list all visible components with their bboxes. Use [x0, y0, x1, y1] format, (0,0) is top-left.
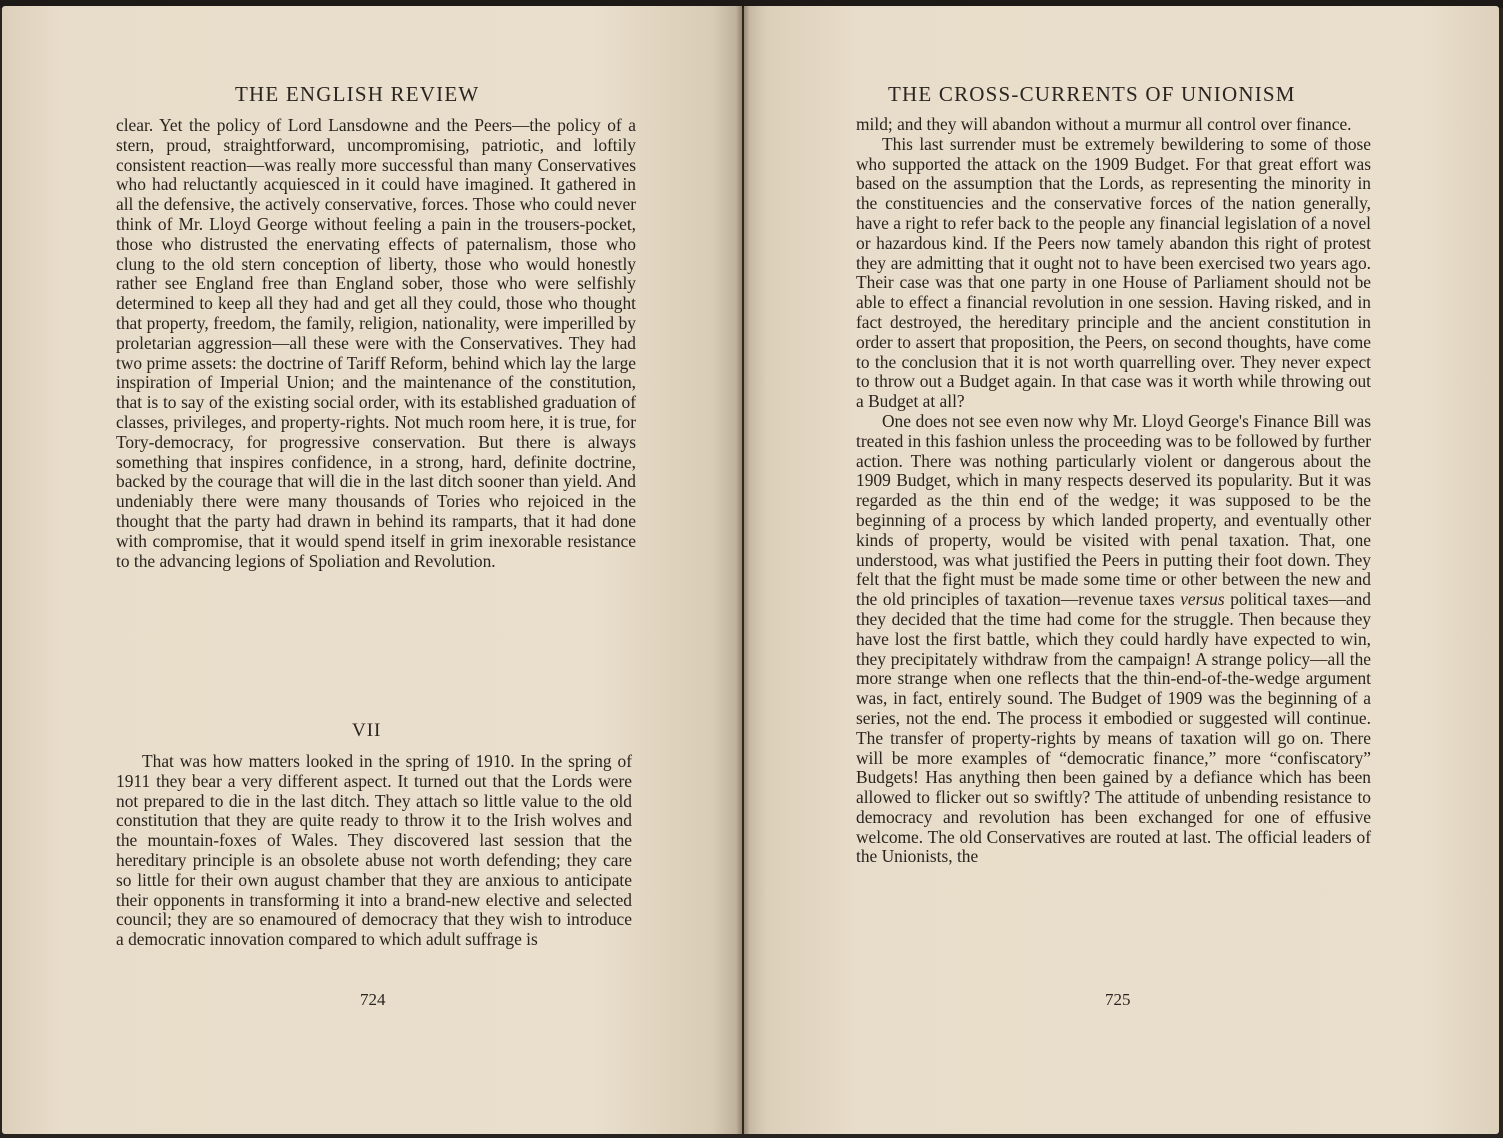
italic-versus: versus — [1180, 589, 1225, 610]
right-paragraph-3-part-b: political taxes—and they decided that the time had come for the struggle. Then because they have lost the first battle, which they could hardly have expected to win, they precipitately withdraw from the campaign! A strange policy—all the more strange when one reflects that the thin-end-of-the-wedge argument was, in fact, entirely sound. The Budget of 1909 was the beginning of a series, not the end. The process it embodied or suggested will continue. The transfer of property-rights by means of taxation will go on. There will be more examples of “democratic finance,” more “confiscatory” Budgets! Has anything then been gained by a defiance which has been allowed to flicker out so swiftly? The attitude of unbending resistance to democracy and revolution has been exchanged for one of effusive welcome. The old Conservatives are routed at last. The official leaders of the Unionists, the — [856, 589, 1372, 867]
left-section-text — [116, 752, 632, 950]
left-paragraph-2: That was how matters looked in the spring of 1910. In the spring of 1911 they bear a very different aspect. It turned out that the Lords were not prepared to die in the last ditch. They attach so little value to the old constitution that they are quite ready to throw it to the Irish wolves and the mountain-foxes of Wales. They discovered last session that the hereditary principle is an obsolete abuse not worth defending; they care so little for their own august chamber that they are anxious to anticipate their opponents in transforming it into a brand-new elective and selected council; they are so enamoured of democracy that they wish to introduce a democratic innovation compared to which adult suffrage is — [116, 751, 632, 950]
left-page — [2, 6, 742, 1134]
section-number: VII — [352, 720, 382, 741]
right-page — [744, 6, 1499, 1134]
right-running-head: THE CROSS-CURRENTS OF UNIONISM — [888, 82, 1296, 106]
left-running-head: THE ENGLISH REVIEW — [235, 82, 480, 106]
right-page-number: 725 — [1105, 990, 1131, 1009]
right-paragraph-3 — [856, 412, 1371, 867]
right-body-text — [856, 115, 1371, 867]
right-paragraph-1: mild; and they will abandon without a murmur all control over finance. — [856, 114, 1352, 134]
left-paragraph-1: clear. Yet the policy of Lord Lansdowne and the Peers—the policy of a stern, proud, straightforward, uncompromising, patriotic, and loftily consistent reaction—was really more successful than many Conservatives who had reluctantly acquiesced in it could have imagined. It gathered in all the defensive, the actively conservative, forces. Those who could never think of Mr. Lloyd George without feeling a pain in the trousers-pocket, those who distrusted the enervating effects of paternalism, those who clung to the old stern conception of liberty, those who would honestly rather see England free than England sober, those who were selfishly determined to keep all they had and get all they could, those who thought that property, freedom, the family, religion, nationality, were imperilled by proletarian aggression—all these were with the Conservatives. They had two prime assets: the doctrine of Tariff Reform, behind which lay the large inspiration of Imperial Union; and the maintenance of the constitution, that is to say of the existing social order, with its established graduation of classes, privileges, and property-rights. Not much room here, it is true, for Tory-democracy, for progressive conservation. But there is always something that inspires confidence, in a strong, hard, definite doctrine, backed by the courage that will die in the last ditch sooner than yield. And undeniably there were many thousands of Tories who rejoiced in the thought that the party had drawn in behind its ramparts, that it had done with compromise, that it would spend itself in grim inexorable resistance to the advancing legions of Spoliation and Revolution. — [116, 115, 636, 571]
right-paragraph-2: This last surrender must be extremely bewildering to some of those who supported the attack on the 1909 Budget. For that great effort was based on the assumption that the Lords, as representing the minority in the constituencies and the conservative forces of the nation generally, have a right to refer back to the people any financial legislation of a novel or hazardous kind. If the Peers now tamely abandon this right of protest they are admitting that it ought not to have been exercised two years ago. Their case was that one party in one House of Parliament should not be able to effect a financial revolution in one session. Having risked, and in fact destroyed, the hereditary principle and the ancient constitution in order to assert that proposition, the Peers, on second thoughts, have come to the conclusion that it is not worth quarrelling over. They never expect to throw out a Budget again. In that case was it worth while throwing out a Budget at all? — [856, 133, 1371, 412]
right-paragraph-3-part-a: One does not see even now why Mr. Lloyd George's Finance Bill was treated in this fashion unless the proceeding was to be followed by further action. There was nothing particularly violent or dangerous about the 1909 Budget, which in many respects deserved its popularity. But it was regarded as the thin end of the wedge; it was supposed to be the beginning of a process by which landed property, and eventually other kinds of property, would be visited with penal taxation. That, one understood, was what justified the Peers in putting their foot down. They felt that the fight must be made some time or other between the new and the old principles of taxation—revenue taxes — [856, 410, 1371, 610]
gutter-shadow — [736, 6, 750, 1134]
left-body-text — [116, 116, 636, 571]
left-page-number: 724 — [360, 990, 386, 1009]
